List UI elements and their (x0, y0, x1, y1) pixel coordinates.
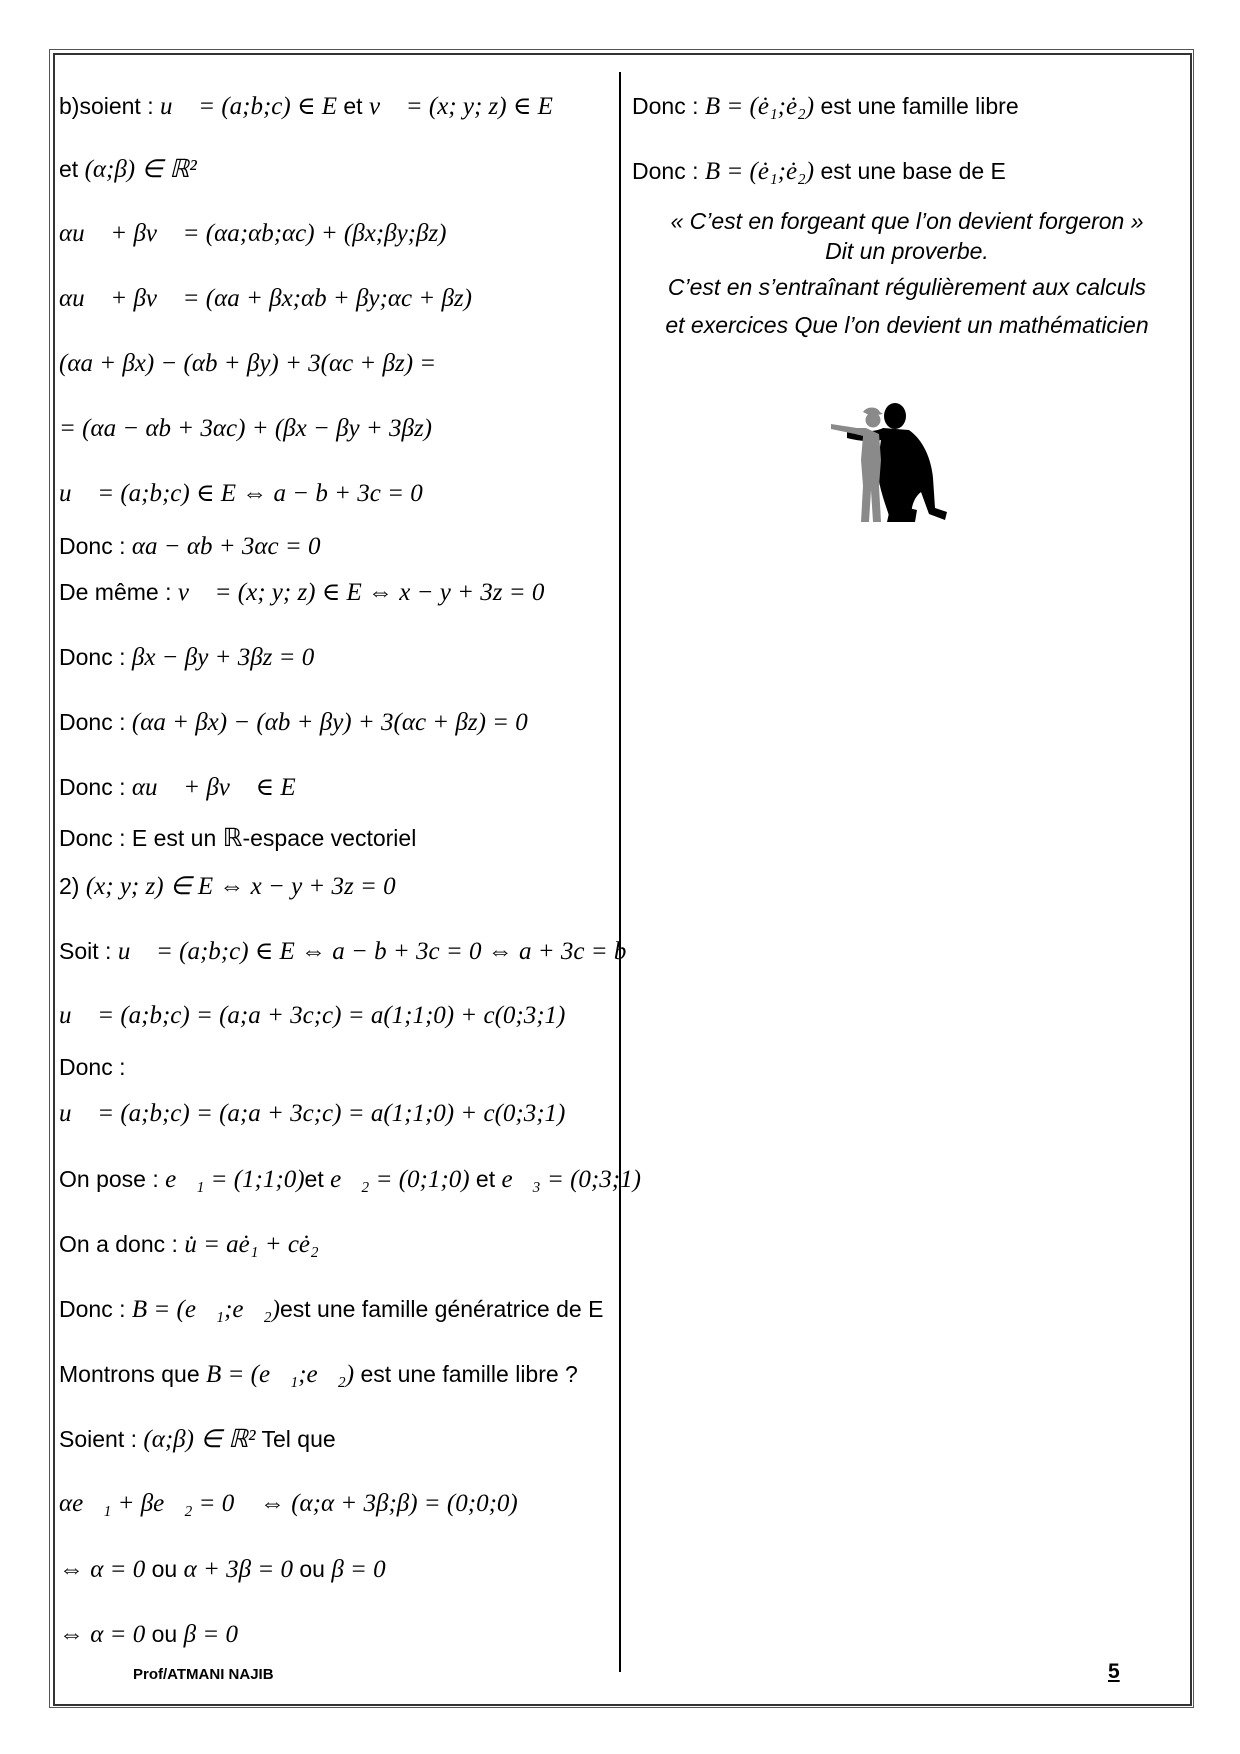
quote-line-2: Dit un proverbe. (825, 238, 989, 264)
column-divider (619, 72, 621, 1672)
line-8 (59, 532, 320, 561)
text: 2) (59, 873, 86, 899)
text: Donc : E est un (59, 825, 223, 851)
text: Donc : (59, 1296, 132, 1322)
math: B = (ė₁;ė₂) (704, 93, 815, 120)
text: ou (145, 1621, 184, 1647)
text: De même : (59, 579, 178, 605)
math: B = (e⃗₁;e⃗₂) (131, 1296, 280, 1323)
math: B = (e⃗₁;e⃗₂) (206, 1361, 355, 1388)
math: (α;β) ∈ ℝ² (143, 1426, 256, 1453)
math: αu⃗ + βv⃗ ∈ E (131, 774, 296, 801)
math: β = 0 (183, 1621, 238, 1648)
math: u̇ = aė₁ + cė₂ (184, 1231, 319, 1258)
text: Donc : (59, 644, 132, 670)
line-17: Donc : (59, 1054, 126, 1080)
text: est une famille libre (814, 93, 1019, 119)
text: Montrons que (59, 1361, 207, 1387)
child-silhouette (831, 408, 883, 523)
quote-line-4: et exercices Que l’on devient un mathématicien (665, 312, 1149, 338)
math: αa − αb + 3αc = 0 (131, 533, 321, 560)
math: β = 0 (331, 1556, 386, 1583)
line-25 (59, 1555, 386, 1584)
line-20 (59, 1230, 319, 1259)
text: ou (292, 1556, 332, 1582)
text: est une famille libre ? (354, 1361, 578, 1387)
text: Soit : (59, 938, 118, 964)
line-1 (59, 92, 553, 121)
line-23 (59, 1425, 336, 1454)
math: B = (ė₁;ė₂) (704, 158, 815, 185)
quote-line-3: C’est en s’entraînant régulièrement aux calculs (667, 274, 1147, 300)
text: Donc : (59, 533, 132, 559)
math: v⃗ = (x; y; z) ∈ E ⇔ x − y + 3z = 0 (177, 579, 545, 606)
math: ⇔ α = 0 (59, 1621, 146, 1648)
line-24: αe⃗₁ + βe⃗₂ = 0⃗ ⇔ (α;α + 3β;β) = (0;0;0) (59, 1490, 518, 1517)
text: Donc : (59, 709, 132, 735)
line-16: u⃗ = (a;b;c) = (a;a + 3c;c) = a(1;1;0) + c(0;3;1) (59, 1002, 566, 1029)
text: Donc : (632, 158, 705, 184)
line-19 (59, 1165, 641, 1194)
line-12 (59, 773, 296, 802)
math: (αa + βx) − (αb + βy) + 3(αc + βz) = 0 (131, 709, 528, 736)
text: et (337, 93, 369, 119)
math: v⃗ = (x; y; z) ∈ E (368, 93, 553, 120)
text: est une base de E (814, 158, 1006, 184)
line-22 (59, 1360, 578, 1389)
text: Tel que (255, 1426, 336, 1452)
line-14 (59, 872, 396, 901)
text: est une famille génératrice de E (279, 1296, 604, 1322)
line-11 (59, 708, 528, 737)
math: ⇔ α = 0 (59, 1556, 146, 1583)
text: -espace vectoriel (242, 825, 417, 851)
line-26 (59, 1620, 238, 1649)
text: b)soient : (59, 93, 160, 119)
math: (x; y; z) ∈ E ⇔ x − y + 3z = 0 (85, 873, 396, 900)
line-2 (59, 155, 197, 184)
right-line-1 (632, 92, 1019, 121)
text: Donc : (632, 93, 705, 119)
math: ℝ (222, 825, 243, 852)
math: e⃗₁ = (1;1;0) (165, 1166, 305, 1193)
math: e⃗₃ = (0;3;1) (501, 1166, 641, 1193)
line-10 (59, 643, 314, 672)
quote-line-1: « C’est en forgeant que l’on devient forgeron » (670, 208, 1144, 234)
page-number: 5 (1108, 1660, 1120, 1683)
text: On pose : (59, 1166, 166, 1192)
line-6: = (αa − αb + 3αc) + (βx − βy + 3βz) (59, 415, 433, 442)
math: u⃗ = (a;b;c) ∈ E (160, 93, 337, 120)
math: βx − βy + 3βz = 0 (131, 644, 315, 671)
line-15 (59, 937, 626, 966)
line-5: (αa + βx) − (αb + βy) + 3(αc + βz) = (59, 350, 437, 377)
text: ou (145, 1556, 184, 1582)
math: α + 3β = 0 (183, 1556, 293, 1583)
math: (α;β) ∈ ℝ² (84, 156, 197, 183)
math: u⃗ = (a;b;c) ∈ E ⇔ a − b + 3c = 0 ⇔ a + 3c = b (117, 938, 627, 965)
text: Soient : (59, 1426, 144, 1452)
math: e⃗₂ = (0;1;0) (330, 1166, 470, 1193)
line-3: αu⃗ + βv⃗ = (αa;αb;αc) + (βx;βy;βz) (59, 220, 447, 247)
line-21 (59, 1295, 603, 1324)
text: et (469, 1166, 502, 1192)
text: On a donc : (59, 1231, 185, 1257)
line-9 (59, 578, 544, 607)
line-18: u⃗ = (a;b;c) = (a;a + 3c;c) = a(1;1;0) + c(0;3;1) (59, 1100, 566, 1127)
footer-author: Prof/ATMANI NAJIB (133, 1666, 274, 1683)
teacher-child-illustration (817, 398, 947, 528)
line-4: αu⃗ + βv⃗ = (αa + βx;αb + βy;αc + βz) (59, 285, 472, 312)
line-13 (59, 824, 416, 853)
right-line-2 (632, 157, 1006, 186)
line-7: u⃗ = (a;b;c) ∈ E ⇔ a − b + 3c = 0 (59, 480, 423, 507)
text: et (304, 1166, 331, 1192)
text: Donc : (59, 774, 132, 800)
text: et (59, 156, 85, 182)
